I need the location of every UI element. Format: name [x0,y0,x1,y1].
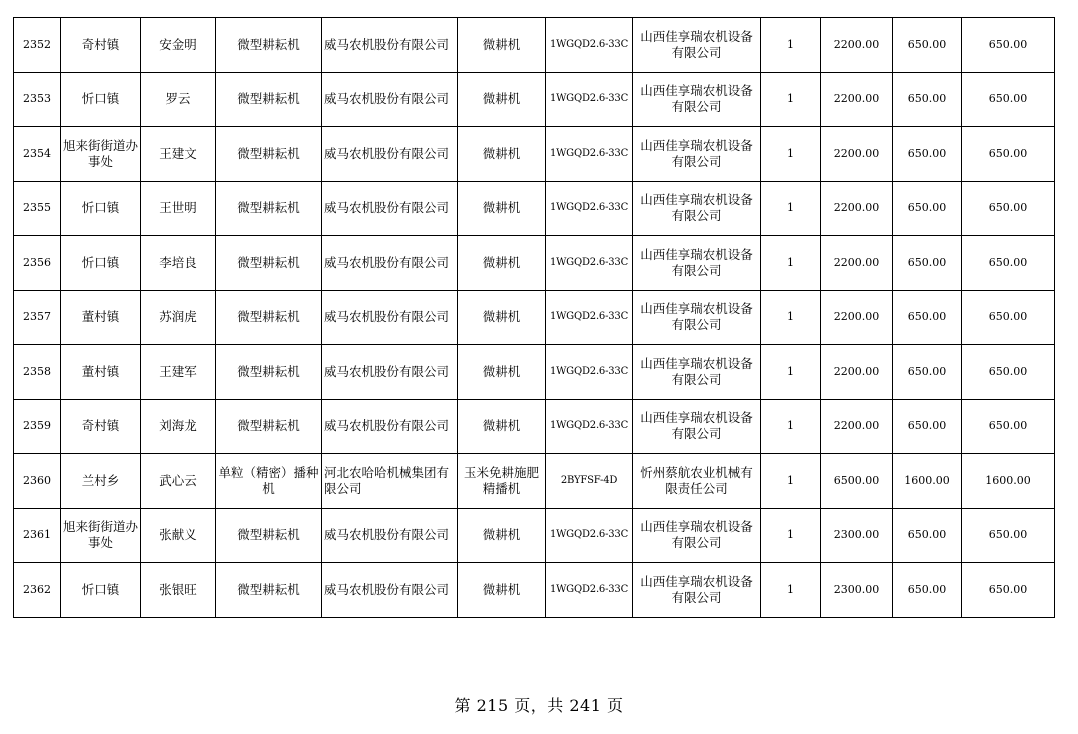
category-cell: 单粒（精密）播种机 [216,454,322,509]
product-cell: 微耕机 [458,345,546,400]
table-row [14,454,1055,509]
maker-cell: 威马农机股份有限公司 [322,345,458,400]
buyer-cell: 张银旺 [141,563,216,618]
price-cell: 2200.00 [821,127,893,182]
seq-cell: 2361 [14,508,61,563]
town-cell: 忻口镇 [61,72,141,127]
product-cell: 微耕机 [458,399,546,454]
town-cell: 奇村镇 [61,399,141,454]
total-subsidy-cell: 650.00 [962,399,1055,454]
town-cell: 董村镇 [61,290,141,345]
model-cell: 1WGQD2.6-33C [546,290,633,345]
qty-cell: 1 [761,236,821,291]
subsidy-table [13,17,1055,618]
dealer-cell: 忻州蔡航农业机械有限责任公司 [633,454,761,509]
buyer-cell: 李培良 [141,236,216,291]
model-cell: 1WGQD2.6-33C [546,345,633,400]
seq-cell: 2355 [14,181,61,236]
category-cell: 微型耕耘机 [216,290,322,345]
dealer-cell: 山西佳享瑞农机设备有限公司 [633,345,761,400]
subsidy-cell: 650.00 [893,181,962,236]
product-cell: 微耕机 [458,72,546,127]
subsidy-cell: 650.00 [893,72,962,127]
table-body [14,18,1055,618]
town-cell: 忻口镇 [61,236,141,291]
qty-cell: 1 [761,399,821,454]
maker-cell: 威马农机股份有限公司 [322,18,458,73]
town-cell: 忻口镇 [61,563,141,618]
model-cell: 1WGQD2.6-33C [546,127,633,182]
price-cell: 2300.00 [821,508,893,563]
seq-cell: 2352 [14,18,61,73]
model-cell: 1WGQD2.6-33C [546,399,633,454]
total-subsidy-cell: 650.00 [962,508,1055,563]
subsidy-cell: 1600.00 [893,454,962,509]
buyer-cell: 王建文 [141,127,216,182]
maker-cell: 威马农机股份有限公司 [322,236,458,291]
town-cell: 奇村镇 [61,18,141,73]
seq-cell: 2360 [14,454,61,509]
category-cell: 微型耕耘机 [216,236,322,291]
total-subsidy-cell: 650.00 [962,72,1055,127]
seq-cell: 2354 [14,127,61,182]
table-row [14,508,1055,563]
total-subsidy-cell: 1600.00 [962,454,1055,509]
subsidy-cell: 650.00 [893,290,962,345]
maker-cell: 威马农机股份有限公司 [322,399,458,454]
subsidy-cell: 650.00 [893,563,962,618]
town-cell: 忻口镇 [61,181,141,236]
town-cell: 旭来街街道办事处 [61,508,141,563]
page-footer: 第 215 页，共 241 页 [454,696,624,715]
category-cell: 微型耕耘机 [216,399,322,454]
model-cell: 2BYFSF-4D [546,454,633,509]
total-subsidy-cell: 650.00 [962,181,1055,236]
qty-cell: 1 [761,508,821,563]
price-cell: 2200.00 [821,236,893,291]
table-row [14,345,1055,400]
maker-cell: 威马农机股份有限公司 [322,563,458,618]
category-cell: 微型耕耘机 [216,127,322,182]
qty-cell: 1 [761,127,821,182]
product-cell: 玉米免耕施肥精播机 [458,454,546,509]
table-row [14,181,1055,236]
seq-cell: 2362 [14,563,61,618]
product-cell: 微耕机 [458,290,546,345]
qty-cell: 1 [761,454,821,509]
qty-cell: 1 [761,18,821,73]
total-subsidy-cell: 650.00 [962,18,1055,73]
qty-cell: 1 [761,345,821,400]
buyer-cell: 罗云 [141,72,216,127]
subsidy-cell: 650.00 [893,345,962,400]
price-cell: 6500.00 [821,454,893,509]
total-subsidy-cell: 650.00 [962,127,1055,182]
seq-cell: 2359 [14,399,61,454]
subsidy-cell: 650.00 [893,508,962,563]
total-subsidy-cell: 650.00 [962,290,1055,345]
product-cell: 微耕机 [458,236,546,291]
dealer-cell: 山西佳享瑞农机设备有限公司 [633,236,761,291]
buyer-cell: 王建军 [141,345,216,400]
table-row [14,399,1055,454]
dealer-cell: 山西佳享瑞农机设备有限公司 [633,127,761,182]
product-cell: 微耕机 [458,18,546,73]
product-cell: 微耕机 [458,508,546,563]
maker-cell: 威马农机股份有限公司 [322,127,458,182]
price-cell: 2200.00 [821,18,893,73]
buyer-cell: 王世明 [141,181,216,236]
table-row [14,290,1055,345]
total-subsidy-cell: 650.00 [962,563,1055,618]
buyer-cell: 安金明 [141,18,216,73]
maker-cell: 威马农机股份有限公司 [322,508,458,563]
table-row [14,563,1055,618]
maker-cell: 威马农机股份有限公司 [322,290,458,345]
price-cell: 2200.00 [821,345,893,400]
dealer-cell: 山西佳享瑞农机设备有限公司 [633,18,761,73]
model-cell: 1WGQD2.6-33C [546,508,633,563]
model-cell: 1WGQD2.6-33C [546,72,633,127]
category-cell: 微型耕耘机 [216,508,322,563]
price-cell: 2200.00 [821,181,893,236]
table-row [14,127,1055,182]
model-cell: 1WGQD2.6-33C [546,181,633,236]
subsidy-cell: 650.00 [893,236,962,291]
maker-cell: 河北农哈哈机械集团有限公司 [322,454,458,509]
price-cell: 2200.00 [821,290,893,345]
dealer-cell: 山西佳享瑞农机设备有限公司 [633,508,761,563]
subsidy-cell: 650.00 [893,127,962,182]
price-cell: 2200.00 [821,72,893,127]
buyer-cell: 武心云 [141,454,216,509]
seq-cell: 2358 [14,345,61,400]
town-cell: 兰村乡 [61,454,141,509]
category-cell: 微型耕耘机 [216,72,322,127]
maker-cell: 威马农机股份有限公司 [322,72,458,127]
qty-cell: 1 [761,563,821,618]
price-cell: 2300.00 [821,563,893,618]
dealer-cell: 山西佳享瑞农机设备有限公司 [633,290,761,345]
seq-cell: 2353 [14,72,61,127]
maker-cell: 威马农机股份有限公司 [322,181,458,236]
price-cell: 2200.00 [821,399,893,454]
town-cell: 旭来街街道办事处 [61,127,141,182]
seq-cell: 2357 [14,290,61,345]
subsidy-cell: 650.00 [893,18,962,73]
category-cell: 微型耕耘机 [216,345,322,400]
table-row [14,18,1055,73]
product-cell: 微耕机 [458,127,546,182]
category-cell: 微型耕耘机 [216,181,322,236]
model-cell: 1WGQD2.6-33C [546,18,633,73]
town-cell: 董村镇 [61,345,141,400]
category-cell: 微型耕耘机 [216,18,322,73]
table-row [14,236,1055,291]
dealer-cell: 山西佳享瑞农机设备有限公司 [633,563,761,618]
model-cell: 1WGQD2.6-33C [546,236,633,291]
buyer-cell: 张献义 [141,508,216,563]
total-subsidy-cell: 650.00 [962,345,1055,400]
category-cell: 微型耕耘机 [216,563,322,618]
qty-cell: 1 [761,181,821,236]
qty-cell: 1 [761,290,821,345]
qty-cell: 1 [761,72,821,127]
model-cell: 1WGQD2.6-33C [546,563,633,618]
product-cell: 微耕机 [458,563,546,618]
dealer-cell: 山西佳享瑞农机设备有限公司 [633,181,761,236]
product-cell: 微耕机 [458,181,546,236]
buyer-cell: 刘海龙 [141,399,216,454]
subsidy-cell: 650.00 [893,399,962,454]
table-row [14,72,1055,127]
buyer-cell: 苏润虎 [141,290,216,345]
dealer-cell: 山西佳享瑞农机设备有限公司 [633,399,761,454]
seq-cell: 2356 [14,236,61,291]
dealer-cell: 山西佳享瑞农机设备有限公司 [633,72,761,127]
total-subsidy-cell: 650.00 [962,236,1055,291]
